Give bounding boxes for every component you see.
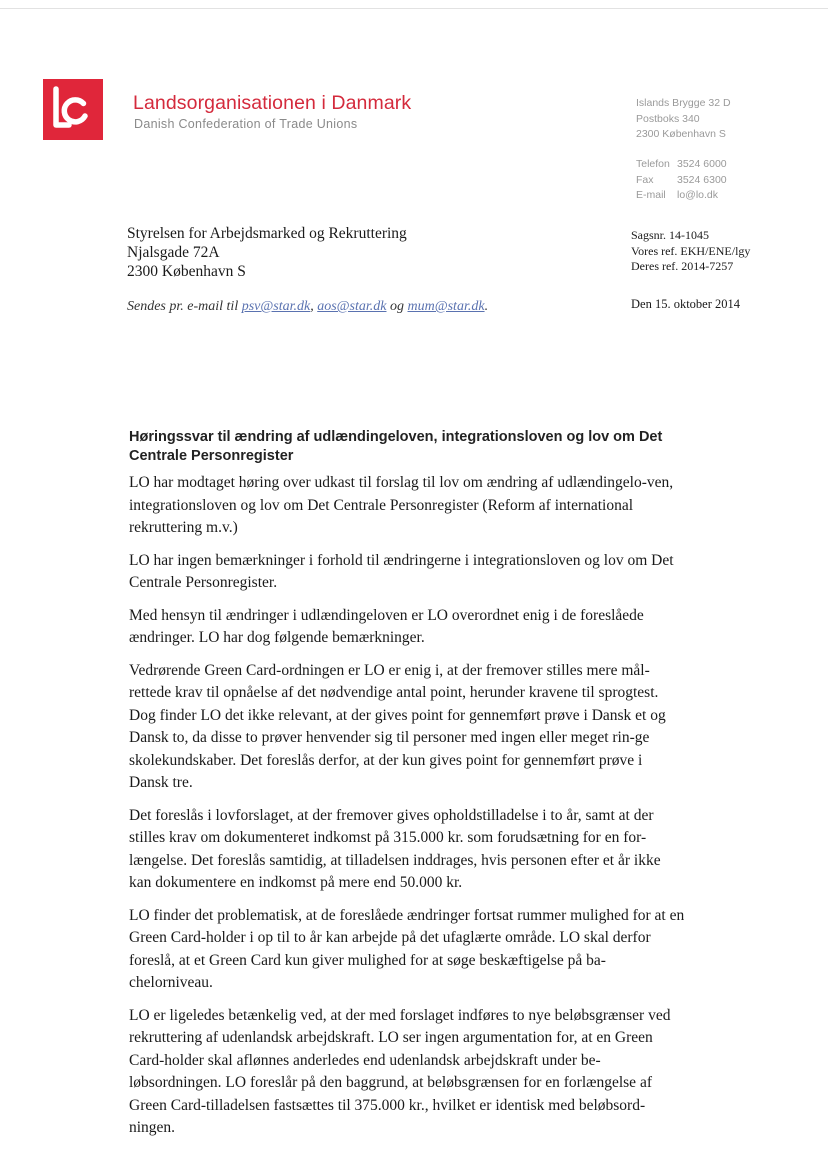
body-paragraph: Det foreslås i lovforslaget, at der fremover gives opholdstilladelse i to år, samt at der stilles krav om dokumenteret indkomst på 315.000 kr. som forudsætning for en for-længelse. Det foreslås samtidig, at tilladelsen inddrages, hvis personen efter et år ikke kan dokumentere en indkomst på mere end 50.000 kr.: [129, 806, 661, 891]
recipient-line: 2300 København S: [127, 263, 246, 280]
lo-logo-icon: [43, 79, 103, 140]
reference-block: [631, 228, 750, 275]
email-link-psv[interactable]: psv@star.dk: [241, 299, 311, 314]
lo-logo: [43, 79, 103, 140]
sendes-suffix: .: [484, 299, 489, 314]
email-link-mum[interactable]: mum@star.dk: [407, 299, 485, 314]
body-paragraph: LO er ligeledes betænkelig ved, at der med forslaget indføres to nye beløbsgrænser ved rekruttering af udenlandsk arbejdskraft. LO ser ingen argumentation for, at en Green Card-holder skal aflønnes anderledes end udenlandsk arbejdskraft under be-løbsordningen. LO foreslår på den baggrund, at beløbsgrænsen for en forlængelse af Green Card-tilladelsen fastsættes til 375.000 kr., hvilket er identisk med beløbsord-ningen.: [129, 1006, 671, 1136]
org-subtitle: Danish Confederation of Trade Unions: [134, 117, 358, 131]
body-paragraph: Vedrørende Green Card-ordningen er LO er enig i, at der fremover stilles mere mål-rettede krav til opnåelse af det nødvendige antal point, herunder kravene til sprogtest. Dog finder LO det ikke relevant, at der gives point for gennemført prøve i Dansk et og Dansk to, da disse to prøver henvender sig til personer med ingen eller meget rin-ge skolekundskaber. Det foreslås derfor, at der kun gives point for gennemført prøve i Dansk tre.: [129, 661, 666, 791]
sendes-prefix: Sendes pr. e-mail til: [127, 299, 242, 314]
sender-contact: [636, 157, 727, 204]
recipient-line: Njalsgade 72A: [127, 244, 220, 261]
our-reference: Vores ref. EKH/ENE/lgy: [631, 243, 751, 258]
contact-label: Telefon: [636, 158, 670, 170]
body-paragraph: LO har modtaget høring over udkast til forslag til lov om ændring af udlændingelo-ven, integrationsloven og lov om Det Centrale Personregister (Reform af international rekruttering m.v.): [129, 474, 674, 536]
email-link-aos[interactable]: aos@star.dk: [317, 299, 387, 314]
contact-value: lo@lo.dk: [677, 189, 719, 201]
address-line: 2300 København S: [636, 128, 726, 140]
sendes-separator: og: [386, 299, 408, 314]
contact-fax: [636, 173, 727, 189]
top-rule: [0, 8, 828, 9]
contact-label: Fax: [636, 173, 654, 186]
letter-body: [129, 472, 685, 1150]
contact-value: 3524 6300: [677, 173, 727, 186]
case-number: Sagsnr. 14-1045: [631, 228, 709, 242]
contact-email: [636, 188, 727, 204]
org-name: Landsorganisationen i Danmark: [133, 92, 412, 114]
body-paragraph: LO har ingen bemærkninger i forhold til ændringerne i integrationsloven og lov om Det Centrale Personregister.: [129, 551, 674, 591]
contact-label: E-mail: [636, 189, 666, 201]
recipient-address: [127, 224, 407, 281]
sendes-line: [127, 299, 488, 315]
sendes-separator: ,: [310, 299, 318, 314]
your-reference: Deres ref. 2014-7257: [631, 259, 734, 273]
body-paragraph: LO finder det problematisk, at de foreslåede ændringer fortsat rummer mulighed for at en Green Card-holder i op til to år kan arbejde på det ufaglærte område. LO skal derfor foreslå, at et Green Card kun giver mulighed for at søge beskæftigelse på ba-chelorniveau.: [129, 906, 685, 991]
recipient-line: Styrelsen for Arbejdsmarked og Rekruttering: [127, 225, 407, 242]
body-paragraph: Med hensyn til ændringer i udlændingeloven er LO overordnet enig i de foreslåede ændringer. LO har dog følgende bemærkninger.: [129, 606, 644, 646]
sender-address: [636, 96, 731, 143]
letter-subject: Høringssvar til ændring af udlændingeloven, integrationsloven og lov om Det Centrale Personregister: [129, 429, 663, 464]
letter-date: Den 15. oktober 2014: [631, 297, 741, 311]
contact-value: 3524 6000: [677, 158, 727, 170]
address-line: Islands Brygge 32 D: [636, 97, 731, 109]
address-line: Postboks 340: [636, 112, 700, 125]
contact-phone: [636, 157, 727, 173]
